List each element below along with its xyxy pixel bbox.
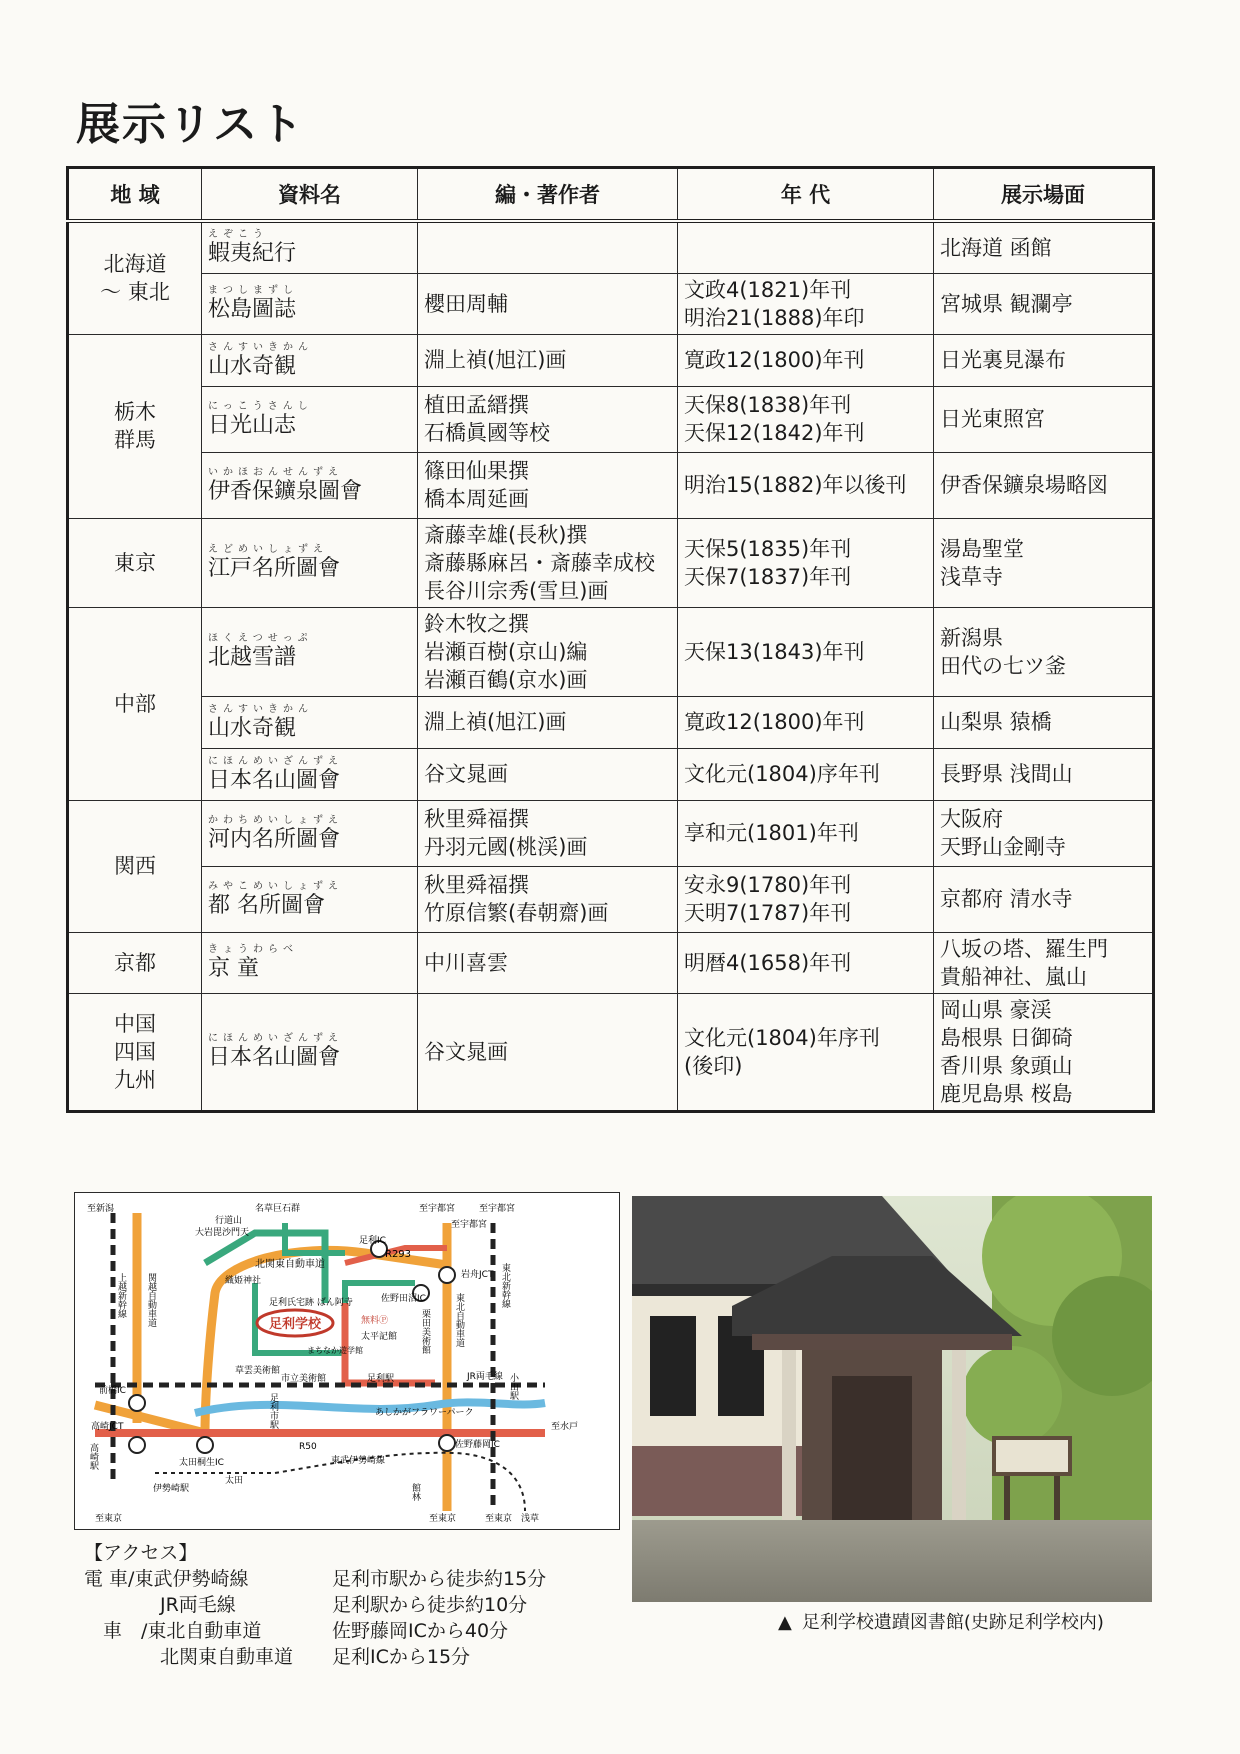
scene-cell: 大阪府 天野山金剛寺 xyxy=(934,800,1154,866)
scene-cell: 日光裏見瀑布 xyxy=(934,334,1154,386)
material-name-cell xyxy=(202,993,418,1111)
map-label-sano-fujioka: 佐野藤岡IC xyxy=(455,1440,500,1450)
exhibit-table xyxy=(66,166,1155,1113)
table-row xyxy=(68,866,1154,932)
access-heading: 【アクセス】 xyxy=(84,1542,198,1564)
access-route: 足利市駅から徒歩約15分 xyxy=(332,1568,547,1590)
material-furigana: さんすいきかん xyxy=(208,703,313,715)
material-name-cell xyxy=(202,221,418,273)
material-title: 河内名所圖會 xyxy=(208,826,341,852)
map-label-r50: R50 xyxy=(299,1442,317,1452)
author-cell: 中川喜雲 xyxy=(418,932,678,993)
scene-cell: 山梨県 猿橋 xyxy=(934,696,1154,748)
header-scene: 展示場面 xyxy=(934,168,1154,222)
period-cell: 文化元(1804)年序刊 (後印) xyxy=(678,993,934,1111)
material-name xyxy=(208,468,411,503)
region-cell: 京都 xyxy=(68,932,202,993)
period-cell: 寛政12(1800)年刊 xyxy=(678,334,934,386)
exhibit-table-body xyxy=(68,221,1154,1111)
material-name xyxy=(208,757,411,792)
caption-text: 足利学校遺蹟図書館(史跡足利学校内) xyxy=(801,1612,1104,1633)
material-furigana: にっこうさんし xyxy=(208,400,313,412)
material-name xyxy=(208,816,411,851)
map-label-ashikagashi: 足利市駅 xyxy=(268,1393,278,1429)
material-name-cell xyxy=(202,452,418,518)
access-row xyxy=(84,1566,547,1592)
scene-cell: 八坂の塔、羅生門 貴船神社、嵐山 xyxy=(934,932,1154,993)
author-cell: 櫻田周輔 xyxy=(418,273,678,334)
access-info xyxy=(84,1540,547,1670)
table-header-row xyxy=(68,168,1154,222)
map-label-takasaki: 高崎JCT xyxy=(91,1422,124,1432)
access-route: 足利駅から徒歩約10分 xyxy=(332,1594,528,1616)
material-furigana: みやこめいしょずえ xyxy=(208,880,343,892)
table-row xyxy=(68,452,1154,518)
material-name xyxy=(208,230,411,265)
author-cell: 篠田仙果撰 橋本周延画 xyxy=(418,452,678,518)
author-cell: 淵上禎(旭江)画 xyxy=(418,334,678,386)
material-name xyxy=(208,1034,411,1069)
material-title: 日本名山圖會 xyxy=(208,1045,341,1070)
map-label-ashikaga-st: 足利駅 xyxy=(367,1374,395,1384)
map-label-shinkansen-top: 至新潟 xyxy=(87,1204,115,1214)
map-label-ashikaga-gakko: 足利学校 xyxy=(268,1317,322,1332)
period-cell: 寛政12(1800)年刊 xyxy=(678,696,934,748)
table-row xyxy=(68,800,1154,866)
table-row xyxy=(68,518,1154,607)
map-label-meisho: 名草巨石群 xyxy=(255,1204,301,1214)
table-row xyxy=(68,334,1154,386)
material-name xyxy=(208,945,411,980)
map-label-ashikaga-residence: 足利氏宅跡 ばん阿寺 xyxy=(269,1298,353,1308)
map-label-maebashi: 前橋IC xyxy=(99,1386,126,1396)
access-route: 佐野藤岡ICから40分 xyxy=(332,1620,509,1642)
author-cell: 谷文晁画 xyxy=(418,748,678,800)
map-label-mito: 至水戸 xyxy=(551,1422,579,1432)
region-cell: 東京 xyxy=(68,518,202,607)
material-name-cell xyxy=(202,518,418,607)
material-title: 蝦夷紀行 xyxy=(208,241,297,267)
material-title: 山水奇観 xyxy=(208,715,297,741)
material-title: 日本名山圖會 xyxy=(208,767,341,793)
material-furigana: にほんめいざんずえ xyxy=(208,755,343,767)
material-name xyxy=(208,634,411,669)
material-name-cell xyxy=(202,696,418,748)
scene-cell: 日光東照宮 xyxy=(934,386,1154,452)
map-label-ashikaga-ic: 足利IC xyxy=(359,1236,386,1246)
map-label-kurita: 栗田美術館 xyxy=(420,1309,430,1354)
map-label-r293: R293 xyxy=(385,1249,412,1260)
header-region: 地 域 xyxy=(68,168,202,222)
material-name-cell xyxy=(202,932,418,993)
table-row xyxy=(68,993,1154,1111)
map-label-taiheiki: 太平記館 xyxy=(361,1332,398,1342)
map-label-jr-ryomo: JR両毛線 xyxy=(467,1372,503,1382)
sano-fujioka-ic-marker xyxy=(439,1435,455,1451)
map-label-tokyo-3: 至東京 xyxy=(485,1514,513,1524)
period-cell: 享和元(1801)年刊 xyxy=(678,800,934,866)
region-cell: 中部 xyxy=(68,607,202,800)
map-label-oyama: 小山駅 xyxy=(508,1373,518,1400)
maebashi-ic-marker xyxy=(129,1395,145,1411)
period-cell: 明治15(1882)年以後刊 xyxy=(678,452,934,518)
table-row xyxy=(68,696,1154,748)
material-name xyxy=(208,286,411,321)
period-cell: 安永9(1780)年刊 天明7(1787)年刊 xyxy=(678,866,934,932)
author-cell: 秋里舜福撰 竹原信繁(春朝齋)画 xyxy=(418,866,678,932)
access-mode: 電 車/東武伊勢崎線 xyxy=(84,1568,249,1590)
table-row xyxy=(68,221,1154,273)
region-cell: 栃木 群馬 xyxy=(68,334,202,518)
access-map xyxy=(74,1192,620,1530)
access-rows xyxy=(84,1566,547,1670)
map-label-utsunomiya-1: 至宇都宮 xyxy=(419,1204,456,1214)
library-photo-svg xyxy=(632,1196,1152,1602)
map-label-isesaki-st: 伊勢崎駅 xyxy=(153,1484,190,1494)
access-row xyxy=(84,1618,509,1644)
map-label-tokyo-2: 至東京 xyxy=(429,1514,457,1524)
material-name-cell xyxy=(202,607,418,696)
map-label-joetsu: 上越新幹線 xyxy=(116,1273,126,1318)
period-cell: 明暦4(1658)年刊 xyxy=(678,932,934,993)
material-furigana: えぞこう xyxy=(208,229,268,241)
period-cell: 文化元(1804)序年刊 xyxy=(678,748,934,800)
region-cell: 北海道 〜 東北 xyxy=(68,221,202,334)
material-furigana: かわちめいしょずえ xyxy=(208,814,343,826)
scene-cell: 新潟県 田代の七ツ釜 xyxy=(934,607,1154,696)
table-row xyxy=(68,607,1154,696)
material-name-cell xyxy=(202,800,418,866)
table-row xyxy=(68,273,1154,334)
map-label-kanetsu: 関越自動車道 xyxy=(146,1273,156,1327)
map-label-utsunomiya-3: 至宇都宮 xyxy=(451,1220,488,1230)
scene-cell: 岡山県 豪渓 島根県 日御碕 香川県 象頭山 鹿児島県 桜島 xyxy=(934,993,1154,1111)
map-label-tobu-isesaki: 東武伊勢崎線 xyxy=(331,1456,386,1466)
material-title: 松島圖誌 xyxy=(208,297,297,322)
map-label-asakusa: 浅草 xyxy=(521,1514,540,1524)
caption-marker: ▲ xyxy=(778,1612,792,1633)
material-title: 伊香保鑛泉圖會 xyxy=(208,478,363,504)
access-row xyxy=(84,1592,528,1618)
scene-cell: 伊香保鑛泉場略図 xyxy=(934,452,1154,518)
header-author: 編・著作者 xyxy=(418,168,678,222)
map-label-orihime: 織姫神社 xyxy=(225,1276,262,1286)
material-name-cell xyxy=(202,334,418,386)
table-row xyxy=(68,748,1154,800)
author-cell: 斎藤幸雄(長秋)撰 斎藤縣麻呂・斎藤幸成校 長谷川宗秀(雪旦)画 xyxy=(418,518,678,607)
library-building-photo xyxy=(632,1196,1152,1602)
map-label-tatebayashi: 館林 xyxy=(410,1483,420,1501)
access-mode: JR両毛線 xyxy=(84,1594,236,1616)
period-cell: 天保5(1835)年刊 天保7(1837)年刊 xyxy=(678,518,934,607)
author-cell: 植田孟縉撰 石橋眞國等校 xyxy=(418,386,678,452)
period-cell: 天保8(1838)年刊 天保12(1842)年刊 xyxy=(678,386,934,452)
access-map-svg xyxy=(75,1193,619,1529)
map-label-iwafune: 岩舟JCT xyxy=(461,1270,494,1280)
ota-kiryu-ic-marker xyxy=(197,1437,213,1453)
period-cell: 文政4(1821)年刊 明治21(1888)年印 xyxy=(678,273,934,334)
map-label-daiiwasan: 大岩毘沙門天 xyxy=(195,1228,250,1238)
map-label-utsunomiya-2: 至宇都宮 xyxy=(479,1204,516,1214)
scene-cell: 湯島聖堂 浅草寺 xyxy=(934,518,1154,607)
map-label-machinaka: まちなか遊学館 xyxy=(307,1346,363,1355)
map-label-kitakanto: 北関東自動車道 xyxy=(255,1259,325,1270)
material-name-cell xyxy=(202,748,418,800)
author-cell: 鈴木牧之撰 岩瀬百樹(京山)編 岩瀬百鶴(京水)画 xyxy=(418,607,678,696)
author-cell: 淵上禎(旭江)画 xyxy=(418,696,678,748)
material-title: 山水奇観 xyxy=(208,353,297,379)
scene-cell: 長野県 浅間山 xyxy=(934,748,1154,800)
map-label-tohoku-road: 東北自動車道 xyxy=(454,1293,464,1347)
material-name xyxy=(208,343,411,378)
material-title: 京 童 xyxy=(208,956,259,981)
map-label-ota: 太田 xyxy=(225,1476,244,1486)
material-title: 日光山志 xyxy=(208,412,297,438)
map-label-kusaka: 草雲美術館 xyxy=(235,1366,281,1376)
photo-caption xyxy=(778,1608,1104,1634)
material-furigana: きょうわらべ xyxy=(208,944,298,955)
material-name xyxy=(208,402,411,437)
page-title: 展示リスト xyxy=(76,99,306,150)
map-label-sano-tanuma: 佐野田沼IC xyxy=(381,1294,426,1304)
material-furigana: いかほおんせんずえ xyxy=(208,466,343,478)
material-furigana: にほんめいざんずえ xyxy=(208,1033,343,1044)
material-name xyxy=(208,545,411,580)
region-cell: 中国 四国 九州 xyxy=(68,993,202,1111)
material-name xyxy=(208,882,411,917)
map-label-takasaki-st: 高崎駅 xyxy=(88,1443,98,1470)
material-name-cell xyxy=(202,866,418,932)
material-furigana: さんすいきかん xyxy=(208,341,313,353)
author-cell xyxy=(418,221,678,273)
map-label-gyodosan: 行道山 xyxy=(215,1216,243,1226)
material-name-cell xyxy=(202,386,418,452)
material-furigana: えどめいしょずえ xyxy=(208,544,328,555)
period-cell: 天保13(1843)年刊 xyxy=(678,607,934,696)
material-title: 江戸名所圖會 xyxy=(208,556,341,581)
access-mode: 北関東自動車道 xyxy=(84,1646,294,1668)
access-route: 足利ICから15分 xyxy=(332,1646,471,1668)
map-label-tokyo-1: 至東京 xyxy=(95,1514,123,1524)
material-name xyxy=(208,705,411,740)
header-period: 年 代 xyxy=(678,168,934,222)
material-name-cell xyxy=(202,273,418,334)
takasaki-jct-marker xyxy=(129,1437,145,1453)
map-label-tohoku-shinkansen: 東北新幹線 xyxy=(500,1263,510,1308)
iwafune-jct-marker xyxy=(439,1267,455,1283)
map-label-free-parking: 無料Ⓟ xyxy=(361,1316,389,1326)
header-material: 資料名 xyxy=(202,168,418,222)
material-title: 北越雪譜 xyxy=(208,645,297,670)
region-cell: 関西 xyxy=(68,800,202,932)
access-mode: 車 /東北自動車道 xyxy=(84,1620,262,1642)
author-cell: 谷文晁画 xyxy=(418,993,678,1111)
access-row xyxy=(84,1644,471,1670)
material-title: 都 名所圖會 xyxy=(208,892,325,918)
scene-cell: 北海道 函館 xyxy=(934,221,1154,273)
scene-cell: 宮城県 観瀾亭 xyxy=(934,273,1154,334)
table-row xyxy=(68,386,1154,452)
period-cell xyxy=(678,221,934,273)
material-furigana: まつしまずし xyxy=(208,285,298,296)
map-label-flower-park: あしかがフラワーパーク xyxy=(375,1408,474,1418)
table-row xyxy=(68,932,1154,993)
author-cell: 秋里舜福撰 丹羽元國(桃渓)画 xyxy=(418,800,678,866)
material-furigana: ほくえつせっぷ xyxy=(208,633,313,644)
scene-cell: 京都府 清水寺 xyxy=(934,866,1154,932)
map-label-ota-kiryu: 太田桐生IC xyxy=(179,1458,224,1468)
map-label-shiritsu: 市立美術館 xyxy=(281,1374,327,1384)
